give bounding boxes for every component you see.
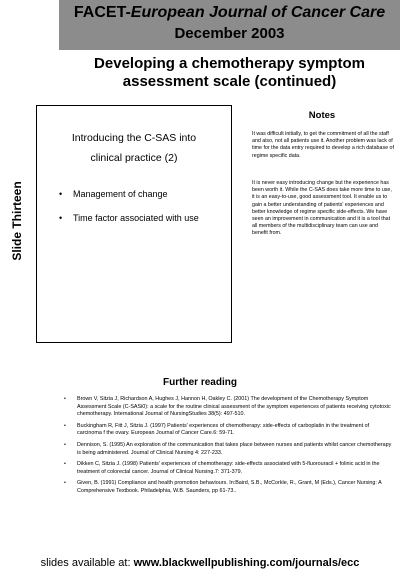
- notes-paragraph: It was difficult initially, to get the commitment of all the staff and also, not all patients use it. Another problem was lack of time for the data entry required to develop a rich database of regime specific data.: [252, 131, 394, 159]
- slide-panel: [36, 105, 232, 343]
- slide-bullet: • Management of change: [59, 189, 229, 200]
- journal-title: [59, 4, 400, 22]
- slide-label-text: Slide Thirteen: [10, 181, 24, 261]
- reference-list: [64, 396, 394, 500]
- slide-heading-line1: Introducing the C-SAS into: [71, 132, 197, 144]
- reference-item: • Brown V, Sitzia J, Richardson A, Hughes J, Hannon H, Oakley C. (2001) The development of the Chemotherapy Symptom Assessment Scale (C-SASi0): a scale for the routine clinical assessment of the symptom experiences of patients receiving cytotoxic chemotherapy. International Journal of NursingStudies 38(5): 497-510.: [64, 396, 394, 419]
- slide-heading: [37, 128, 231, 168]
- issue-date: December 2003: [174, 25, 285, 42]
- further-reading-title: Further reading: [163, 377, 237, 388]
- footer-url-link[interactable]: www.blackwellpublishing.com/journals/ecc: [133, 557, 360, 569]
- notes-paragraph: It is never easy introducing change but the experience has been worth it. While the C-SAS does take more time to use, it is an easy-to-use, good assessment tool. It enable us to gain a better understanding of patients' experiences and better knowledge of regime specific side-effects. We have seen an improvement in communication and it is a tool that all members of the multidisciplinary team can use and benefit from.: [252, 180, 392, 237]
- slide-bullet-list: [59, 189, 229, 237]
- reference-item: • Given, B. (1991) Compliance and health promotion behaviours. In:Baird, S.B., McCorkle, R., Grant, M (Eds.), Cancer Nursing: A Comprehensive Textbook. Philadelphia, W.B. Saunders, pp 61-73..: [64, 480, 394, 495]
- reference-item: • Buckingham R, Fitt J, Sitzia J. (1997) Patients' experiences of chemotherapy: side-effects of carboplatin in the treatment of carcinoma f the ovary. European Journal of Cancer Care.6: 59-71.: [64, 423, 394, 438]
- page-title: Developing a chemotherapy symptom assessment scale (continued): [94, 55, 365, 90]
- reference-item: • Dennison, S. (1995) An exploration of the communication that takes place between nurses and patients whilst cancer chemotherapy is being administered. Journal of Clinical Nursing 4: 227-233.: [64, 442, 394, 457]
- journal-name: European Journal of Cancer Care: [130, 4, 386, 21]
- journal-header: [59, 0, 400, 50]
- footer-prefix: slides available at:: [40, 557, 134, 569]
- reference-item: • Dikken C, Sitzia J. (1998) Patients' experiences of chemotherapy: side-effects associated with 5-fluorouracil + folinic acid in the treatment of colorectal cancer. Journal of Clinical Nursing.7: 371-379.: [64, 461, 394, 476]
- slide-bullet: • Time factor associated with use: [59, 213, 229, 224]
- journal-prefix: FACET-: [73, 4, 131, 21]
- notes-title: Notes: [308, 110, 336, 121]
- slide-heading-line2: clinical practice (2): [90, 152, 178, 164]
- footer: [0, 557, 400, 569]
- slide-label: [2, 176, 32, 266]
